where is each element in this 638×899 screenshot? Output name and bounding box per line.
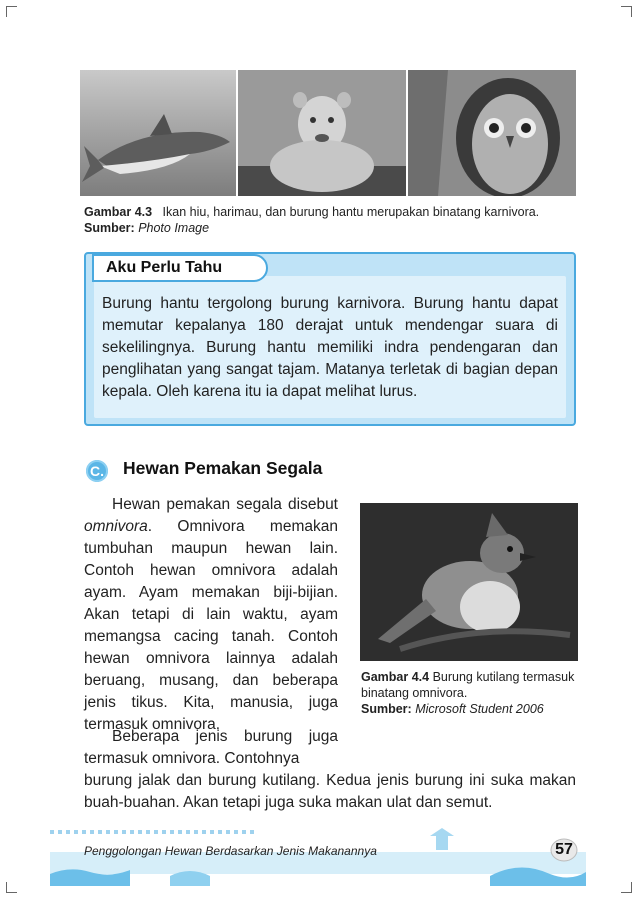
shark-photo [80,70,236,196]
paragraph-birds-part2: burung jalak dan burung kutilang. Kedua jenis burung ini suka makan buah-buahan. Akan tetapi juga suka makan ulat dan semut. [84,772,576,811]
crop-mark-top-right [621,6,632,17]
section-title: Hewan Pemakan Segala [123,458,323,478]
figure-4-3-source-label: Sumber: [84,221,135,235]
figure-4-4-source-label: Sumber: [361,702,412,716]
crop-mark-bottom-left [6,882,17,893]
page-number [550,838,578,862]
paragraph-omnivora [84,494,338,736]
info-box-text: Burung hantu tergolong burung karnivora. Burung hantu dapat memutar kepalanya 180 derajat untuk mendengar suara di sekelilingnya. Burung hantu memiliki indra pendengaran dan penglihatan yang sangat tajam. Matanya terletak di bagian depan kepala. Oleh karena itu ia dapat melihat lurus. [102,295,558,400]
lioness-photo [238,70,406,196]
section-badge: C. [86,460,108,482]
footer-chapter-title: Penggolongan Hewan Berdasarkan Jenis Makanannya [84,844,377,858]
figure-4-3-text: Ikan hiu, harimau, dan burung hantu merupakan binatang karnivora. [162,205,540,219]
figure-4-3-caption [84,204,584,236]
figure-4-4-source: Microsoft Student 2006 [415,702,544,716]
paragraph-omnivora-term: omnivora [84,518,148,535]
bird-photo [360,503,578,661]
page-number-text: 57 [555,841,573,858]
figure-4-4-text: Burung kutilang termasuk binatang omnivora. [361,670,575,700]
info-box-title: Aku Perlu Tahu [92,254,268,282]
figure-4-3-source: Photo Image [138,221,210,235]
crop-mark-top-left [6,6,17,17]
owl-photo [408,70,576,196]
crop-mark-bottom-right [621,882,632,893]
paragraph-omnivora-lead: Hewan pemakan segala disebut [112,496,338,513]
paragraph-birds-part1: Beberapa jenis burung juga termasuk omnivora. Contohnya [84,728,338,767]
figure-4-3-label: Gambar 4.3 [84,205,153,219]
figure-4-4-caption [361,669,577,717]
figure-4-4-label: Gambar 4.4 [361,670,430,684]
paragraph-omnivora-rest: . Omnivora memakan tumbuhan maupun hewan lain. Contoh hewan omnivora adalah ayam. Ayam memakan biji-bijian. Akan tetapi di lain waktu, ayam memangsa cacing tanah. Contoh hewan omnivora lainnya adalah beruang, musang, dan beberapa jenis tikus. Kita, manusia, juga termasuk omnivora. [84,518,338,733]
